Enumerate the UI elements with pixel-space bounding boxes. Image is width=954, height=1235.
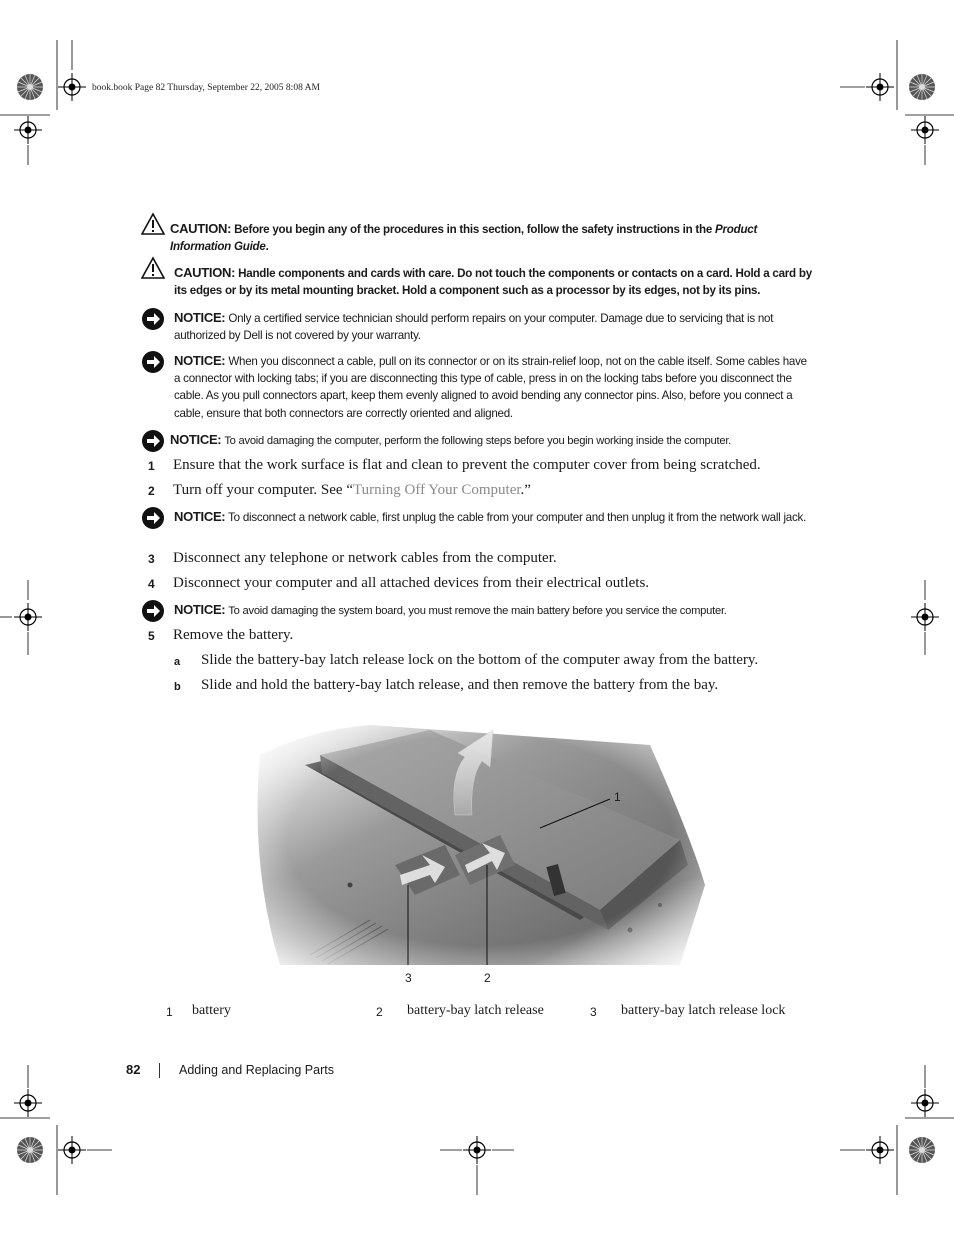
- callout-number: 1: [614, 790, 621, 804]
- substep-letter: b: [174, 681, 181, 693]
- substep-letter: a: [174, 656, 181, 668]
- legend-label: battery-bay latch release: [407, 1003, 544, 1018]
- caution-text: Handle components and cards with care. Do not touch the components or contacts on a card. Hold a card by its edges or by its metal mounting bracket. Hold a component such as a processor by its edges, not by its pins.: [174, 267, 812, 298]
- notice-arrow-icon: [141, 350, 165, 374]
- notice-label: NOTICE:: [174, 509, 226, 524]
- caution-notice: [170, 220, 810, 255]
- step-text-before: Turn off your computer. See “: [173, 482, 353, 498]
- notice-text-block: [170, 431, 820, 450]
- step-number: 1: [148, 459, 155, 473]
- step-number: 5: [148, 629, 155, 643]
- caution-triangle-icon: [141, 212, 165, 236]
- caution-notice: [174, 264, 814, 299]
- notice-text: When you disconnect a cable, pull on its connector or on its strain-relief loop, not on the cable itself. Some cables have a connector with locking tabs; if you are disconnecting this type of cable, press in on the locking tabs before you disconnect the cable. As you pull connectors apart, keep them evenly aligned to avoid bending any connector pins. Also, before you connect a cable, ensure that both connectors are correctly oriented and aligned.: [174, 355, 807, 420]
- caution-label: CAUTION:: [174, 265, 236, 280]
- notice-text-block: [174, 352, 814, 422]
- section-title: Adding and Replacing Parts: [179, 1063, 334, 1077]
- footer-separator: [159, 1063, 160, 1078]
- cross-reference-link[interactable]: Turning Off Your Computer: [352, 482, 521, 498]
- caution-label: CAUTION:: [170, 221, 232, 236]
- callout-number: 3: [405, 971, 412, 985]
- notice-text: To disconnect a network cable, first unplug the cable from your computer and then unplug it from the network wall jack.: [228, 511, 807, 524]
- caution-triangle-icon: [141, 256, 165, 280]
- notice-text: To avoid damaging the system board, you must remove the main battery before you service the computer.: [228, 605, 727, 617]
- notice-arrow-icon: [141, 429, 165, 453]
- battery-removal-illustration: [250, 715, 710, 965]
- page-number: 82: [126, 1062, 141, 1077]
- notice-label: NOTICE:: [174, 310, 226, 325]
- legend-number: 3: [590, 1005, 597, 1019]
- caution-text: Before you begin any of the procedures in this section, follow the safety instructions in the: [234, 223, 716, 236]
- notice-text: To avoid damaging the computer, perform the following steps before you begin working inside the computer.: [224, 435, 732, 447]
- legend-number: 1: [166, 1005, 173, 1019]
- legend-label: battery-bay latch release lock: [621, 1003, 786, 1018]
- legend-number: 2: [376, 1005, 383, 1019]
- notice-label: NOTICE:: [170, 432, 222, 447]
- step-text: Disconnect any telephone or network cables from the computer.: [173, 550, 557, 566]
- step-number: 2: [148, 484, 155, 498]
- step-text: Disconnect your computer and all attached devices from their electrical outlets.: [173, 575, 650, 591]
- step-text: Ensure that the work surface is flat and clean to prevent the computer cover from being scratched.: [173, 457, 761, 473]
- notice-arrow-icon: [141, 599, 165, 623]
- notice-text-block: [174, 508, 814, 526]
- step-text-after: .”: [520, 482, 531, 498]
- notice-arrow-icon: [141, 506, 165, 530]
- callout-number: 2: [484, 971, 491, 985]
- notice-arrow-icon: [141, 307, 165, 331]
- legend-label: battery: [192, 1003, 231, 1018]
- notice-text: Only a certified service technician should perform repairs on your computer. Damage due to servicing that is not authorized by Dell is not covered by your warranty.: [174, 312, 774, 343]
- substep-text: Slide and hold the battery-bay latch release, and then remove the battery from the bay.: [201, 677, 719, 693]
- step-text: [173, 480, 531, 500]
- caution-emphasis: Product Information Guide: [170, 223, 758, 254]
- substep-text: Slide the battery-bay latch release lock on the bottom of the computer away from the battery.: [201, 652, 759, 668]
- notice-text-block: [174, 601, 824, 620]
- caution-tail: .: [265, 240, 269, 254]
- print-header: book.book Page 82 Thursday, September 22, 2005 8:08 AM: [92, 83, 320, 93]
- notice-label: NOTICE:: [174, 602, 226, 617]
- notice-label: NOTICE:: [174, 353, 226, 368]
- step-text: Remove the battery.: [173, 627, 294, 643]
- step-number: 3: [148, 552, 155, 566]
- notice-text-block: [174, 309, 814, 344]
- step-number: 4: [148, 577, 155, 591]
